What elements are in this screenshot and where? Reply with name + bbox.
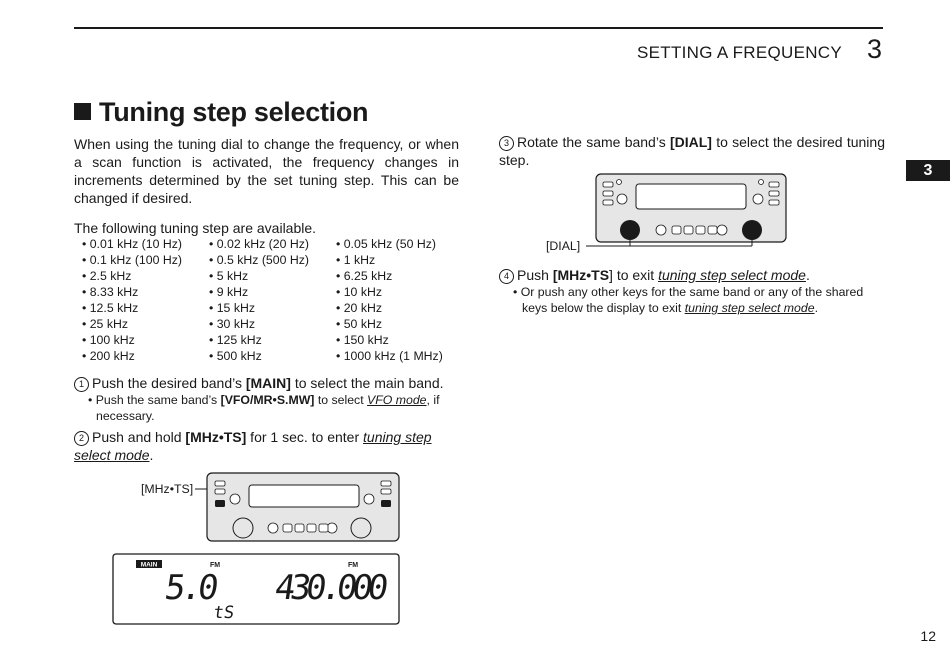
radio-panel-dial-figure bbox=[582, 172, 792, 252]
step1-note-mid: to select bbox=[314, 393, 368, 407]
left-frequency-readout: 5.0 bbox=[162, 568, 218, 608]
dial-knob-left-highlighted bbox=[620, 220, 640, 240]
tuning-step-item: • 25 kHz bbox=[82, 317, 128, 331]
step-number-2: 2 bbox=[74, 431, 89, 446]
intro-paragraph: When using the tuning dial to change the frequency, or when a scan function is activated, the frequency changes in increments determined by the set tuning step. This can be changed if desired. bbox=[74, 136, 459, 206]
step4-note-text: • Or push any other keys for the same band or any of the shared keys below the display to exit bbox=[513, 285, 864, 315]
step1-note bbox=[74, 392, 464, 424]
tuning-step-item: • 0.05 kHz (50 Hz) bbox=[336, 237, 436, 251]
step2-text: Push and hold bbox=[92, 429, 186, 445]
step4-text: Push bbox=[517, 267, 553, 283]
instruction-step-4 bbox=[499, 266, 889, 316]
dial-knob-right-highlighted bbox=[742, 220, 762, 240]
dial-key-label: [DIAL] bbox=[669, 134, 712, 150]
radio-lcd-window bbox=[249, 485, 359, 507]
chapter-side-tab: 3 bbox=[906, 160, 950, 181]
tuning-step-item: • 100 kHz bbox=[82, 333, 135, 347]
tuning-step-select-mode-exit-term: tuning step select mode bbox=[658, 267, 806, 283]
instruction-step-3 bbox=[499, 133, 885, 169]
vfo-mode-term: VFO mode bbox=[367, 393, 427, 407]
radio-lcd-window bbox=[636, 184, 746, 209]
chapter-number: 3 bbox=[866, 34, 882, 64]
step-number-4: 4 bbox=[499, 269, 514, 284]
mhz-ts-key-right bbox=[381, 500, 391, 507]
tuning-step-item: • 50 kHz bbox=[336, 317, 382, 331]
tuning-step-item: • 0.1 kHz (100 Hz) bbox=[82, 253, 182, 267]
mhz-ts-key-left bbox=[215, 500, 225, 507]
step-number-3: 3 bbox=[499, 136, 514, 151]
step-number-1: 1 bbox=[74, 377, 89, 392]
mhz-ts-exit-key-label: [MHz•TS bbox=[552, 267, 610, 283]
square-bullet-icon bbox=[74, 103, 91, 120]
chapter-title: SETTING A FREQUENCY bbox=[636, 43, 842, 62]
tuning-step-item: • 10 kHz bbox=[336, 285, 382, 299]
step4-note bbox=[499, 284, 889, 316]
tuning-step-item: • 200 kHz bbox=[82, 349, 135, 363]
tuning-step-item: • 0.01 kHz (10 Hz) bbox=[82, 237, 182, 251]
radio-panel-mhz-figure bbox=[195, 472, 401, 544]
step4-note-end: . bbox=[814, 301, 818, 315]
tuning-step-item: • 12.5 kHz bbox=[82, 301, 139, 315]
tuning-step-indicator: tS bbox=[212, 603, 236, 623]
right-frequency-readout: 430.000 bbox=[272, 568, 387, 608]
tuning-step-item: • 150 kHz bbox=[336, 333, 389, 347]
step2-text-mid: for 1 sec. to enter bbox=[246, 429, 364, 445]
header-rule bbox=[74, 27, 883, 29]
instruction-step-1 bbox=[74, 374, 464, 424]
dial-knob-left bbox=[233, 518, 253, 538]
tuning-step-item: • 20 kHz bbox=[336, 301, 382, 315]
step4-text-mid: ] to exit bbox=[609, 267, 659, 283]
tuning-step-select-mode-note-term: tuning step select mode bbox=[684, 301, 815, 315]
section-heading bbox=[74, 97, 368, 128]
right-mode-indicator: FM bbox=[348, 562, 359, 569]
step3-text-end: to select the desired tuning step. bbox=[499, 134, 885, 168]
page-number: 12 bbox=[920, 628, 936, 644]
left-mode-indicator: FM bbox=[210, 562, 221, 569]
tuning-step-item: • 0.5 kHz (500 Hz) bbox=[209, 253, 309, 267]
tuning-step-item: • 125 kHz bbox=[209, 333, 262, 347]
step2-text-end: . bbox=[149, 447, 154, 463]
tuning-step-item: • 30 kHz bbox=[209, 317, 255, 331]
tuning-step-item: • 1000 kHz (1 MHz) bbox=[336, 349, 443, 363]
step1-text: Push the desired band’s bbox=[92, 375, 246, 391]
tuning-step-item: • 9 kHz bbox=[209, 285, 249, 299]
vfo-key-label: [VFO/MR•S.MW] bbox=[220, 393, 315, 407]
lcd-display-figure bbox=[112, 553, 400, 625]
tuning-step-item: • 8.33 kHz bbox=[82, 285, 139, 299]
tuning-step-item: • 1 kHz bbox=[336, 253, 376, 267]
step1-text-end: to select the main band. bbox=[290, 375, 444, 391]
tuning-step-item: • 2.5 kHz bbox=[82, 269, 132, 283]
mhz-ts-key-label: [MHz•TS] bbox=[185, 429, 247, 445]
main-key-label: [MAIN] bbox=[245, 375, 291, 391]
tuning-step-item: • 500 kHz bbox=[209, 349, 262, 363]
tuning-step-list bbox=[82, 236, 462, 364]
dial-knob-right bbox=[351, 518, 371, 538]
tuning-step-item: • 6.25 kHz bbox=[336, 269, 393, 283]
tuning-step-item: • 0.02 kHz (20 Hz) bbox=[209, 237, 309, 251]
tuning-step-select-mode-term: tuning step select mode bbox=[74, 429, 432, 463]
step4-text-end: . bbox=[805, 267, 810, 283]
instruction-step-2 bbox=[74, 428, 462, 464]
dial-callout-label: [DIAL] bbox=[546, 239, 581, 253]
tuning-step-item: • 5 kHz bbox=[209, 269, 249, 283]
tuning-step-item: • 15 kHz bbox=[209, 301, 255, 315]
step3-text: Rotate the same band’s bbox=[517, 134, 670, 150]
main-badge: MAIN bbox=[140, 561, 158, 569]
section-title: Tuning step selection bbox=[99, 97, 369, 127]
step1-note-end: , if necessary. bbox=[96, 393, 440, 423]
step1-note-text: • Push the same band’s bbox=[88, 393, 221, 407]
available-steps-label: The following tuning step are available. bbox=[74, 220, 317, 236]
mhz-ts-callout-label: [MHz•TS] bbox=[141, 482, 194, 496]
